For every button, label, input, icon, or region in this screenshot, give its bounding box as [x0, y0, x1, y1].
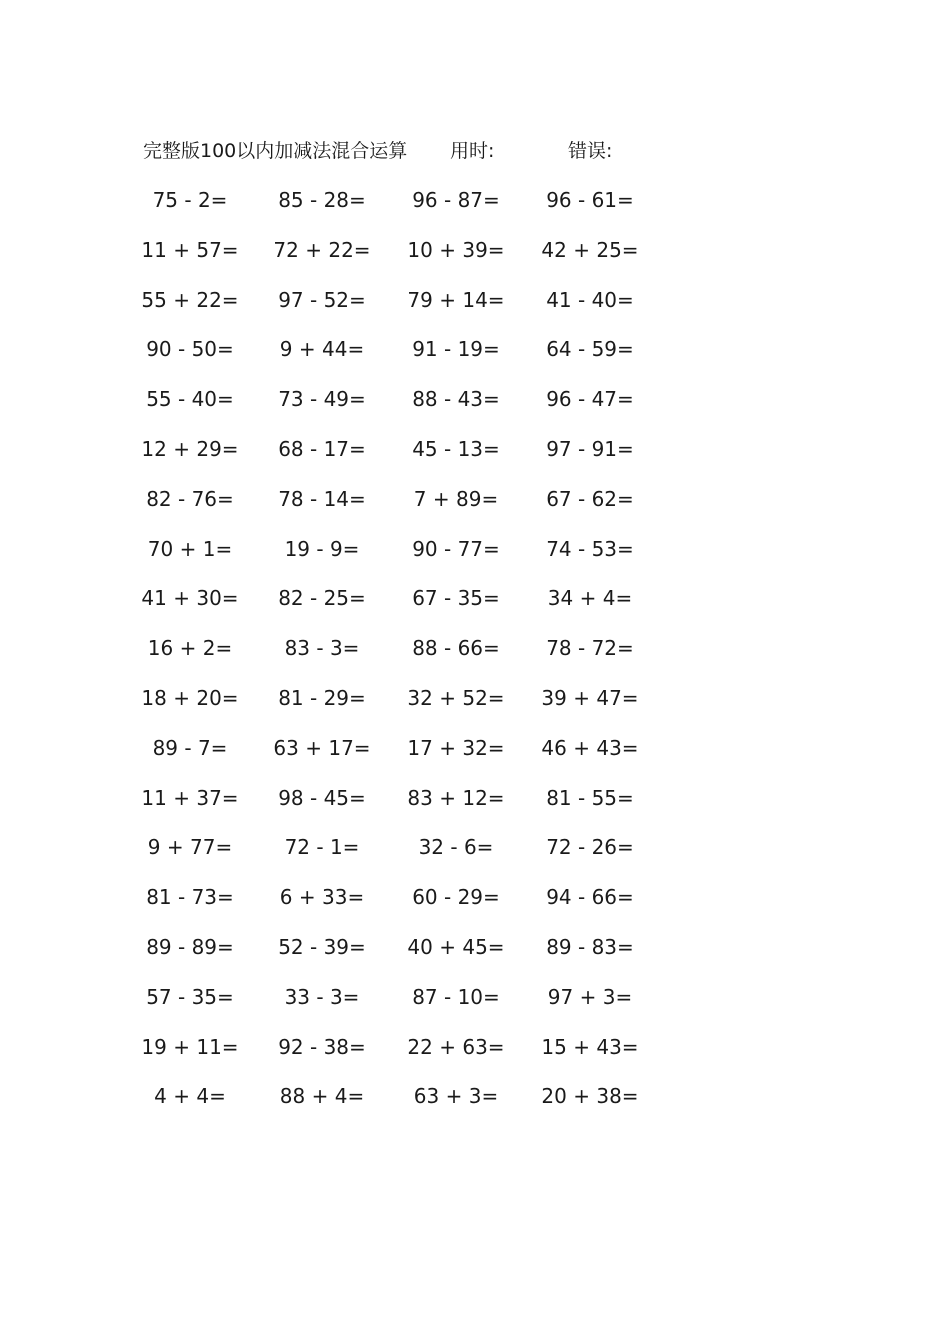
problem-cell: 15 + 43= — [541, 1034, 639, 1059]
time-label: 用时: — [450, 140, 495, 162]
problem-cell: 33 - 3= — [284, 984, 360, 1009]
problem-cell: 40 + 45= — [407, 935, 505, 959]
problem-cell: 90 - 77= — [412, 536, 500, 561]
problem-cell: 81 - 55= — [546, 785, 634, 810]
problem-cell: 32 - 6= — [418, 835, 494, 860]
problem-cell: 92 - 38= — [278, 1034, 366, 1059]
problem-cell: 18 + 20= — [141, 686, 239, 710]
problem-cell: 90 - 50= — [146, 337, 234, 362]
problem-cell: 67 - 62= — [546, 486, 634, 511]
problem-cell: 82 - 25= — [278, 586, 366, 611]
problem-cell: 34 + 4= — [547, 586, 633, 611]
problem-cell: 19 + 11= — [141, 1034, 239, 1059]
problem-cell: 85 - 28= — [278, 188, 366, 212]
problem-cell: 63 + 3= — [413, 1084, 499, 1109]
problem-cell: 57 - 35= — [146, 984, 234, 1009]
errors-label: 错误: — [568, 140, 613, 162]
problem-cell: 12 + 29= — [141, 437, 239, 461]
problem-cell: 91 - 19= — [412, 337, 500, 362]
problem-cell: 11 + 57= — [141, 237, 239, 262]
problem-cell: 9 + 44= — [279, 337, 365, 362]
problem-cell: 88 - 66= — [412, 636, 500, 661]
problem-cell: 78 - 72= — [546, 636, 634, 661]
problem-cell: 82 - 76= — [146, 486, 234, 511]
problem-cell: 89 - 83= — [546, 935, 634, 959]
problem-cell: 42 + 25= — [541, 237, 639, 262]
problem-cell: 11 + 37= — [141, 785, 239, 810]
problem-cell: 70 + 1= — [147, 536, 233, 561]
problem-cell: 81 - 73= — [146, 885, 234, 910]
problem-cell: 41 - 40= — [546, 287, 634, 312]
problem-cell: 78 - 14= — [278, 486, 366, 511]
problem-cell: 94 - 66= — [546, 885, 634, 910]
problem-cell: 97 - 91= — [546, 437, 634, 461]
problem-cell: 98 - 45= — [278, 785, 366, 810]
problem-cell: 67 - 35= — [412, 586, 500, 611]
problem-cell: 87 - 10= — [412, 984, 500, 1009]
problem-cell: 97 - 52= — [278, 287, 366, 312]
problem-cell: 89 - 7= — [152, 735, 228, 760]
problem-cell: 64 - 59= — [546, 337, 634, 362]
problem-cell: 73 - 49= — [278, 387, 366, 412]
problem-cell: 97 + 3= — [547, 984, 633, 1009]
problem-cell: 55 - 40= — [146, 387, 234, 412]
problem-cell: 79 + 14= — [407, 287, 505, 312]
problem-cell: 88 - 43= — [412, 387, 500, 412]
problem-cell: 22 + 63= — [407, 1034, 505, 1059]
problem-cell: 6 + 33= — [279, 885, 365, 910]
problem-cell: 68 - 17= — [278, 437, 366, 461]
problem-cell: 96 - 61= — [546, 188, 634, 212]
problem-cell: 60 - 29= — [412, 885, 500, 910]
problem-cell: 9 + 77= — [147, 835, 233, 860]
problem-cell: 39 + 47= — [541, 686, 639, 710]
problem-cell: 75 - 2= — [152, 188, 228, 212]
problem-cell: 7 + 89= — [413, 486, 499, 511]
problem-cell: 55 + 22= — [141, 287, 239, 312]
problem-cell: 63 + 17= — [273, 735, 371, 760]
problem-cell: 10 + 39= — [407, 237, 505, 262]
problem-cell: 52 - 39= — [278, 935, 366, 959]
problem-cell: 19 - 9= — [284, 536, 360, 561]
problem-cell: 16 + 2= — [147, 636, 233, 661]
problem-cell: 46 + 43= — [541, 735, 639, 760]
problem-cell: 4 + 4= — [154, 1084, 226, 1109]
problem-cell: 72 - 1= — [284, 835, 360, 860]
problem-cell: 32 + 52= — [407, 686, 505, 710]
problem-cell: 17 + 32= — [407, 735, 505, 760]
problem-cell: 88 + 4= — [279, 1084, 365, 1109]
problem-cell: 89 - 89= — [146, 935, 234, 959]
problem-cell: 72 - 26= — [546, 835, 634, 860]
problem-cell: 74 - 53= — [546, 536, 634, 561]
problem-cell: 45 - 13= — [412, 437, 500, 461]
problem-cell: 83 + 12= — [407, 785, 505, 810]
problem-cell: 81 - 29= — [278, 686, 366, 710]
problem-cell: 72 + 22= — [273, 237, 371, 262]
worksheet-title: 完整版100以内加减法混合运算 — [143, 140, 408, 162]
problem-cell: 96 - 87= — [412, 188, 500, 212]
problem-cell: 83 - 3= — [284, 636, 360, 661]
problem-cell: 20 + 38= — [541, 1084, 639, 1109]
problem-cell: 96 - 47= — [546, 387, 634, 412]
problem-cell: 41 + 30= — [141, 586, 239, 611]
